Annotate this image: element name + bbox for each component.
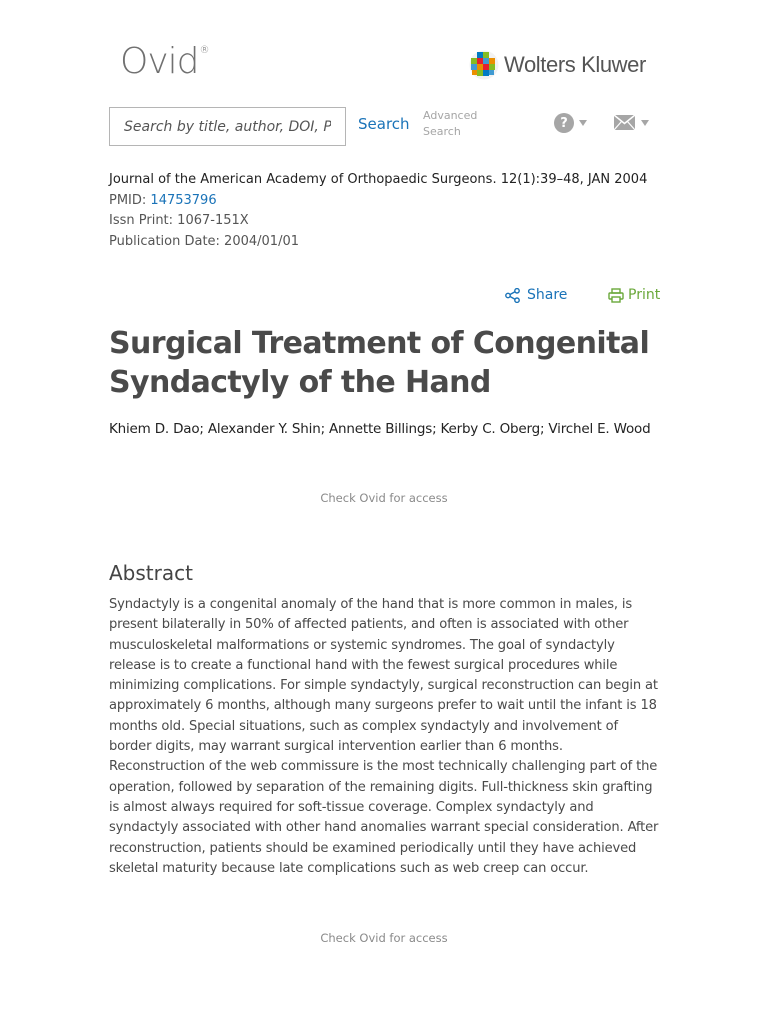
envelope-icon — [614, 115, 635, 130]
abstract-text: Syndactyly is a congenital anomaly of the hand that is more common in males, is present bilaterally in 50% of affected patients, and often is associated with other musculoskeletal malformations or systemic syndromes. The goal of syndactyly release is to create a functional hand with the fewest surgical procedures while minimizing complications. For simple syndactyly, surgical reconstruction can begin at approximately 6 months, although many surgeons prefer to wait until the infant is 18 months old. Special situations, such as complex syndactyly and involvement of border digits, may warrant surgical intervention earlier than 6 months. Reconstruction of the web commissure is the most technically challenging part of the operation, followed by separation of the remaining digits. Full-thickness skin grafting is almost always required for soft-tissue coverage. Complex syndactyly and syndactyly associated with other hand anomalies warrant special consideration. After reconstruction, patients should be examined periodically until they have achieved skeletal maturity because late complications such as web creep can occur. — [109, 597, 659, 876]
registered-mark: ® — [199, 45, 210, 56]
article-title: Surgical Treatment of Congenital Syndactyly of the Hand — [109, 326, 650, 400]
publication-date: Publication Date: 2004/01/01 — [109, 233, 299, 249]
journal-citation: Journal of the American Academy of Orthopaedic Surgeons. 12(1):39–48, JAN 2004 — [109, 172, 648, 187]
site-header — [0, 0, 768, 100]
print-label: Print — [628, 287, 661, 303]
pmid-line — [109, 191, 647, 212]
ovid-logo[interactable] — [120, 41, 210, 82]
wolters-kluwer-mosaic-icon — [469, 50, 499, 80]
citation-block — [109, 170, 647, 252]
issn-line: Issn Print: 1067-151X — [109, 213, 249, 228]
question-circle-icon: ? — [554, 113, 574, 133]
help-menu-button[interactable] — [554, 113, 587, 133]
printer-icon — [608, 288, 624, 303]
check-access-link-bottom[interactable]: Check Ovid for access — [320, 931, 448, 945]
ovid-logo-text: Ovid — [120, 41, 199, 82]
article-authors: Khiem D. Dao; Alexander Y. Shin; Annette Billings; Kerby C. Oberg; Virchel E. Wood — [109, 421, 651, 437]
advanced-search-link[interactable]: Advanced Search — [423, 109, 478, 138]
check-access-link[interactable]: Check Ovid for access — [320, 491, 448, 505]
share-icon — [505, 288, 520, 303]
search-button[interactable]: Search — [358, 115, 410, 133]
search-input[interactable] — [109, 107, 346, 146]
chevron-down-icon — [579, 120, 587, 126]
publisher-name: Wolters Kluwer — [504, 52, 646, 77]
print-button[interactable] — [608, 287, 660, 303]
abstract-heading: Abstract — [109, 561, 193, 585]
share-label: Share — [527, 287, 568, 303]
article-actions — [505, 287, 665, 309]
contact-menu-button[interactable] — [614, 115, 649, 130]
search-bar — [109, 107, 669, 147]
chevron-down-icon — [641, 120, 649, 126]
pmid-link[interactable]: 14753796 — [150, 192, 217, 208]
pmid-label: PMID: — [109, 192, 151, 208]
wolters-kluwer-logo[interactable] — [469, 50, 646, 80]
share-button[interactable] — [505, 287, 567, 303]
